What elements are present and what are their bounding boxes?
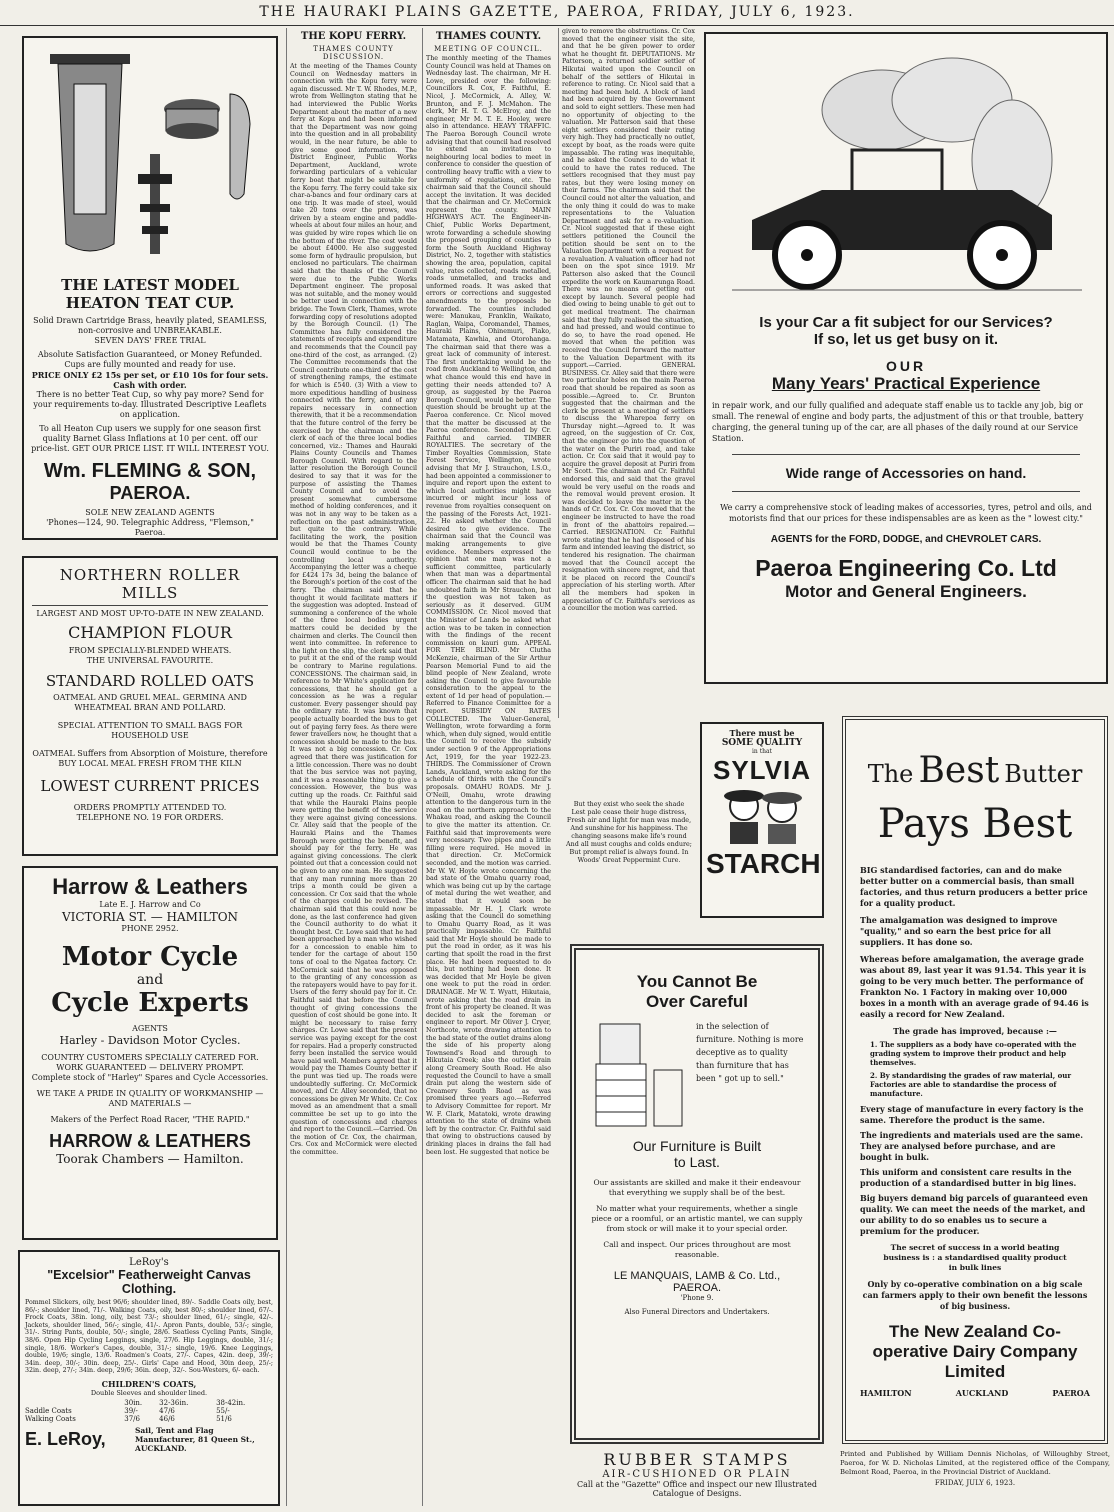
thames-county-article (422, 28, 554, 1506)
furn-side: in the selection of furniture. Nothing is more deceptive as to quality than furniture that has been " got up to sell." (696, 1022, 804, 1083)
leroy-r2c: 51/6 (216, 1414, 232, 1423)
furniture-ad (570, 944, 824, 1444)
leroy-addr: Sail, Tent and Flag Manufacturer, 81 Queen St., AUCKLAND. (135, 1425, 255, 1453)
sylvia-l2: SOME QUALITY (721, 738, 803, 748)
butter-t1: The (867, 760, 914, 788)
eng-wide: Wide range of Accessories on hand. (785, 465, 1027, 481)
imprint-body: Printed and Published by William Dennis Nicholas, of Willoughby Street, Paeroa, for W. D. Nicholas Limited, at the registered office of the Company, Belmont Road, Paeroa, in the Provincial District of Auckland. (840, 1450, 1110, 1476)
leroy-h3: 38-42in. (216, 1398, 246, 1407)
engineering-ad (704, 32, 1108, 684)
eng-p1: in repair work, and our fully qualified and adequate staff enable us to tackle any job, big or small. The renewal of engine and body parts, the adjustment of this or that trouble, battery charging, the general tuning up of the car, are all phases of the daily round at our Service Station. (712, 401, 1084, 443)
stamps-t1: RUBBER STAMPS (603, 1450, 791, 1469)
county-title: THAMES COUNTY. (435, 31, 542, 42)
sylvia-l3: in that (752, 748, 772, 755)
mills-l11: TELEPHONE NO. 19 FOR ORDERS. (76, 813, 224, 822)
furn-p2: No matter what your requirements, whether a single piece or a roomful, or an artistic mantel, we can supply from stock or will make it to your special order. (591, 1204, 803, 1233)
leroy-h2: 32-36in. (159, 1398, 189, 1407)
leroy-r2: Walking Coats (25, 1414, 76, 1423)
imprint (840, 1450, 1110, 1508)
leroy-body: Pommel Slickers, oily, best 96/6; shoulder lined, 89/-. Saddle Coats oily, best, 86/-; shoulder lined, 71/-. Walking Coats, oily, best 80/-; shoulder lined, 67/-. Frock Coats, 38in. long, oily, best 73/-; shoulder lined, 61/-; single, 42/-. Jackets, shoulder lined, 56/-; single, 41/-. Apron Pants, double, 53/-; single, 31/-. String Pants, double, 50/-; single, 28/6. Seatless Cycling Pants, Single, 38/6. Open Hip Cycling Leggings, single, 27/6. Hip Leggings, double, 31/-; single, 18/6. Worker's Capes, double, 31/-; single, 19/6. Knee Leggings, double, 19/6; single, 13/6. Roadmen's Coats, 27/-. Capes, 42in. deep, 39/-; 34in. deep, 30/-; 30in. deep, 25/-. Girls' Cape and Hood, 30in deep, 25/-; 32in. deep, 27/-; 34in. deep, 29/6; 36in. deep, 32/-. Sou-Westers, 6/- each. (25, 1299, 273, 1375)
eng-our: OUR (885, 358, 927, 374)
butter-p9: The secret of success in a world beating business is : a standardised quality product in bulk lines (883, 1243, 1067, 1272)
teat-cup-illustration (30, 44, 270, 264)
butter-p3: Whereas before amalgamation, the average grade was about 89, last year it was 91.54. This year it is going to be very much better. The performance of Frankton No. 1 Factory in making over 10,000 boxes in a month with an average grade of 94.46 is easily a record for New Zealand. (860, 954, 1089, 1019)
ferry-body: At the meeting of the Thames County Council on Wednesday matters in connection with the Kopu ferry were again discussed. Mr T. W. Rhodes, M.P., wrote from Wellington stating that he had interviewed the Public Works Department about the matter of a new ferry at Kopu and had been informed that the Department was now going into the question and in all probability would, in the near future, be able to give some good information. The District Engineer, Public Works Department, Auckland, wrote forwarding particulars of a vehicular ferry boat that might be suitable for the Kopu ferry. The ferry could take six char-a-bancs and four ordinary cars at one trip. It was made of steel, would take 20 tons over the prows, was driven by a steam engine and paddle-wheels at about four miles an hour, and was guided by wire ropes which lie on the bottom of the river. The cost would be about £4000. He also suggested some form of hydraulic propulsion, but enclosed no particulars. The chairman said that the thanks of the Council were due to the Public Works Department engineer. The proposal was not suitable, and the money would be better used in connection with the bridge. The Town Clerk, Thames, wrote forwarding copy of resolutions adopted by the Borough Council. (1) The Committee has fully considered the statements of receipts and expenditure and recommends that the Council pay one-third of the cost, as arranged. (2) The Committee recommends that the Council contribute one-third of the cost of strengthening ramps, the estimate for which is £540. (3) With a view to more expeditious handling of business connected with the ferry, and of any repairs necessary in connection therewith, that it be a recommendation that the future control of the ferry be exercised by the chairman and the clerk of each of the three local bodies concerned, viz.: Thames and Hauraki Plains County Councils and Thames Borough Council. With regard to the latter resolution the Borough Council desired to say that it was for the purpose of assisting the Thames County Council and to avoid the present somewhat cumbersome method of holding conferences, and it was not in any way to be taken as a reflection on the past administration, but quite to the contrary. While facilitating the work, the position would be that the Thames County Council would continue to be the controlling local authority. Accompanying the letter was a cheque for £424 17s 3d, being the balance of the Borough's portion of the cost of the ferry. The chairman said that he thought it would facilitate matters if the suggestion was adopted. Instead of summoning a conference of the whole of the three local bodies urgent matters could be decided by the chairmen and clerks. The Council then went into committee. In reference to the light on the slip, the clerk said that to put it at the end of the ramp would be contrary to Marine regulations. CONCESSIONS. The chairman said, in reference to Mr White's application for concessions, that he should get a concession as he was a regular customer. Every passenger should pay the ordinary rate. It was known that people actually boarded the bus to get out of paying ferry fees. As there were fewer travellers now, he thought that a concession should be made to the bus. It was not a big concession. Cr. Cox agreed that there was justification for a little concession. There was no doubt that the bus service was not paying, and it was a reasonable thing to give a concession. However, the bus was cutting up the roads. Cr. Faithful said that while the Hauraki Plains people were getting the benefit of the service they were against giving concessions. Cr. Alley said that the people of the Hauraki Plains and the Thames Borough were getting the benefit, and should pay for the ferry. He was against giving concessions. The clerk pointed out that a concession could not be given to any one man. He suggested that any man running more than 20 trips a month could be given a concession. Cr Cox said that the whole of the charges could be revised. The chairman said that this could now be done, as the last conference had given the Council authority to do what it thought best. Cr. Lowe said that he had been approached by a man who wished for a concession to enable him to tender for the cartage of about 150 tons of coal to the Ngatea factory. Cr. McCormick said that he was opposed to the granting of any concession as the ratepayers would have to pay for it. Users of the ferry should pay for it. Cr. Faithful said that before the Council thought of giving concessions the question of cost should be gone into. It might be necessary to raise ferry charges. Cr. Lowe said that the present service was paying except for the cost for repairs. Had a properly constructed ferry been installed the service would have paid well. Members agreed that it would pay the Thames County better if the punt was tied up. The roads were undoubtedly suffering. Cr. McCormick moved, and Cr. Alley seconded, that no concessions be given Mr White. Cr. Cox moved as an amendment that a small committee be set up to go into the question of concessions and charges and report to the Council.—Carried. On the motion of Cr. Cox, the chairman, Crs. Cox and McCormick were elected the committee. (290, 63, 417, 1156)
eng-sub: Motor and General Engineers. (785, 582, 1027, 601)
leroy-h1: 30in. (124, 1398, 143, 1407)
peppermint-verse-text: But they exist who seek the shade Lest pale cease their huge distress, Fresh air and light for man was made, And sunshine for his happiness. The changing seasons make life's round And all must coughs and colds endure; But prompt relief is always found. In Woods' Great Peppermint Cure. (566, 800, 692, 864)
eng-tagline2: If so, let us get busy on it. (813, 331, 999, 348)
eng-tagline1: Is your Car a fit subject for our Services? (759, 314, 1053, 331)
harrow-big2: Cycle Experts (51, 988, 249, 1018)
butter-c2: AUCKLAND (955, 1388, 1009, 1398)
furn-und: Also Funeral Directors and Undertakers. (624, 1308, 770, 1316)
heaton-ad (22, 36, 278, 540)
mills-l3: FROM SPECIALLY-BLENDED WHEATS. (68, 646, 232, 655)
sylvia-l5: STARCH (706, 848, 821, 879)
heaton-title: THE LATEST MODEL HEATON TEAT CUP. (61, 276, 239, 312)
heaton-phones: 'Phones—124, 90. Telegraphic Address, "Flemson," Paeroa. (46, 518, 254, 537)
dresser-illustration (590, 1020, 690, 1130)
eng-exp: Many Years' Practical Experience (771, 374, 1041, 393)
eng-p2: We carry a comprehensive stock of leading makes of accessories, tyres, petrol and oils, and motorists find that our prices for these indispensables are as keen as the " lowest city." (720, 503, 1092, 523)
butter-ad (842, 716, 1108, 1444)
harrow-phone: PHONE 2952. (121, 924, 179, 933)
furn-built: Our Furniture is Built (632, 1138, 762, 1154)
county-body: The monthly meeting of the Thames County Council was held at Thames on Wednesday last. The chairman, Mr H. Lowe, presided over the following: Councillors R. Cox, F. Faithful, E. Nicol, J. McCormick, A. Alley, W. Brunton, and F. J. McMahon. The clerk, Mr H. T. G. McElroy, and the engineer, Mr M. T. E. Hooley, were also in attendance. HEAVY TRAFFIC. The Paeroa Borough Council wrote advising that that council had resolved to extend an invitation to neighbouring local bodies to meet in conference to consider the question of controlling heavy traffic with a view to uniformity of regulations, etc. The chairman said that the Council should accept the invitation. It was decided that the chairman and Cr. McCormick represent the county. MAIN HIGHWAYS ACT. The Engineer-in-Chief, Public Works Department, wrote forwarding a schedule showing the proposed grouping of counties to form the South Auckland Highway District, No. 2, together with statistics showing the area, population, capital value, rates collected, roads metalled, roads unmetalled, and tracks and unformed roads. It was asked that errors or corrections and suggested amendments to the proposals be forwarded. The counties included were: Manukau, Franklin, Waikato, Raglan, Waipa, Coromandel, Thames, Hauraki Plains, Ohinemuri, Piako, Matamata, Kawhia, and Otorohanga. The chairman said that there was a great lack of community of interest. The first undertaking would be the road from Auckland to Wellington, and what chance would this end have in getting their needs attended to? A group, as suggested by the Paeroa Borough Council, would be better. The question should be brought up at the Paeroa conference. Cr. Nicol moved that the matter be discussed at the Paeroa conference. Seconded by Cr. Faithful and carried. TIMBER ROYALTIES. The secretary of the Timber Royalties Commission, State Forest Service, Wellington, wrote advising that Mr J. Strauchon, I.S.O., had been appointed a commissioner to inquire and report upon the extent to which local authorities might have incurred or might incur loss of revenue from royalties consequent on the passing of the Forests Act, 1921-22. He asked whether the Council desired to give evidence. The chairman said that the Council was making arrangements to give evidence. Members expressed the opinion that one man was not a sufficient committee, particularly when that man was a departmental officer. The chairman said that he had undoubted faith in Mr Strauchon, but the question was not taken as seriously as it deserved. GUM COMMISSION. Cr. Nicol moved that the Minister of Lands be asked what action was to be taken in connection with the findings of the recent commission on kauri gum. APPEAL FOR THE BLIND. Mr Clutha McKenzie, chairman of the Sir Arthur Pearson Memorial Fund to aid the blind people of New Zealand, wrote asking the Council to give favourable consideration to the appeal to the extent of 1d per head of population.—Referred to Finance Committee for a report. SUBSIDY ON RATES COLLECTED. The Valuer-General, Wellington, wrote forwarding a form which, when duly signed, would entitle the Council to receive the subsidy under section 9 of the Appropriations Act, 1919, for the year 1922-23. THIRDS. The Commissioner of Crown Lands, Auckland, wrote asking for the schedule of thirds with the Council's proposals. OMAHU ROADS. Mr J. O'Neill, Omahu, wrote drawing attention to the dangerous turn in the road on the northern approach to the Whakau road, and asking the Council to give the matter its attention. Cr. Faithful said that improvements were very necessary. Two pipes and a little filling were required. He moved in that direction. Cr. McCormick seconded, and the motion was carried. Mr W. W. Hoyle wrote concerning the bad state of the Omahu quarry road, which was being cut up by the cartage of metal during the wet weather, and stated that it would soon be impassable. Mr H. J. Clark wrote asking that the Council do something to Omahu Quarry Road, as it was practically impassable. Cr. Faithful said that Mr Hoyle should be made to put the road in order, as it was his carting that spoilt the road in the first place. He had been requested to do this, but nothing had been done. It was decided that Mr Hoyle be given one week to put the road in order. DRAINAGE. Mr W. T. Wyatt, Hikutaia, wrote asking that the road drain in front of his property be cleaned. It was decided to ask the foreman or engineer to report. Mr Oliver J. Cryer, Northcote, wrote drawing attention to the bad state of the outlet drains along the side of his property along Townsend's Road and through to Hikutaia Creek; also the outlet drain along Creamery South Road. He also requested the Council to have a small drain put along the western side of Creamery South Road as was promised three years ago.—Referred to Advisory Committee for report. Mr W. F. Clark, Matatoki, wrote drawing attention to the state of drains when left by the contractor. Cr. Faithful said that owing to obstructions caused by drinking places in drains the fall had been lost. He suggested that notice be (426, 55, 551, 1156)
leroy-r1c: 55/- (216, 1406, 230, 1415)
harrow-street: VICTORIA ST. — HAMILTON (61, 910, 239, 924)
butter-t2: Best (918, 750, 1000, 791)
rubber-stamps-ad (570, 1450, 824, 1506)
stamps-t2: AIR-CUSHIONED OR PLAIN (602, 1469, 792, 1480)
leroy-r2b: 46/6 (159, 1414, 175, 1423)
heaton-line5: There is no better Teat Cup, so why pay more? Send for your requirements to-day. Illustrated Descriptive Leaflets on application. (33, 390, 267, 419)
harrow-title: Harrow & Leathers (52, 874, 248, 899)
mills-l1: LARGEST AND MOST UP-TO-DATE IN NEW ZEALAND. (36, 609, 264, 618)
butter-p10: Only by co-operative combination on a big scale can farmers apply to their own benefit the lessons of big business. (862, 1279, 1088, 1311)
leroy-r1a: 39/- (124, 1406, 138, 1415)
mills-l8: OATMEAL Suffers from Absorption of Moisture, therefore BUY LOCAL MEAL FRESH FROM THE KILN (32, 749, 268, 768)
furn-town: PAEROA. (672, 1282, 722, 1294)
mills-l4: THE UNIVERSAL FAVOURITE. (86, 656, 214, 665)
ferry-sub: THAMES COUNTY DISCUSSION. (313, 45, 394, 61)
harrow-hd: Harley - Davidson Motor Cycles. (59, 1034, 241, 1047)
furn-last: to Last. (674, 1154, 720, 1170)
butter-name: The New Zealand Co-operative Dairy Company Limited (872, 1322, 1078, 1381)
imprint-date: FRIDAY, JULY 6, 1923. (934, 1479, 1016, 1487)
harrow-l4: Makers of the Perfect Road Racer, "THE RAPID." (50, 1115, 250, 1124)
eng-agents: AGENTS for the FORD, DODGE, and CHEVROLET CARS. (770, 534, 1042, 545)
sylvia-l4: SYLVIA (713, 755, 811, 785)
leroy-top: LeRoy's (129, 1257, 169, 1268)
butter-t3: Butter (1004, 760, 1083, 788)
harrow-late: Late E. J. Harrow and Co (99, 900, 201, 909)
leroy-r1b: 47/6 (159, 1406, 175, 1415)
harrow-and: and (136, 972, 164, 988)
heaton-agents: SOLE NEW ZEALAND AGENTS (85, 508, 215, 517)
heaton-line1: Solid Drawn Cartridge Brass, heavily plated, SEAMLESS, non-corrosive and UNBREAKABLE. (33, 316, 267, 335)
leroy-children: CHILDREN'S COATS, (101, 1378, 197, 1389)
butter-p8: Big buyers demand big parcels of guaranteed even quality. We can meet the needs of the market, and our ability to do so enables us to secure a premium for the producer. (860, 1193, 1088, 1236)
butter-i2: 2. By standardising the grades of raw material, our Factories are able to standardise the process of manufacture. (870, 1071, 1072, 1098)
leroy-name: E. LeRoy, (25, 1428, 106, 1449)
heaton-line2: SEVEN DAYS' FREE TRIAL (94, 336, 206, 345)
furn-p1: Our assistants are skilled and make it their endeavour that everything we supply shall be of the best. (593, 1178, 801, 1197)
harrow-agents: AGENTS (132, 1024, 168, 1033)
leroy-ad (18, 1250, 280, 1506)
cont-body: given to remove the obstructions. Cr. Cox moved that the engineer visit the site, and that he be given power to order what he thought fit. DEPUTATIONS. Mr Patterson, a returned soldier settler of Hikutai waited upon the Council on behalf of the settlers of Hikutai in reference to rating. Cr. Nicol said that a meeting had been held. A block of land had been acquired by the Government and sold to eight settlers. These men had no opportunity of objecting to the valuation. Mr Patterson said that these eight settlers considered their rating very high. They had practically no outlet, except by boat, as the roads were quite impassable. The rating was inequitable, and he asked the Council to do what it could to have the rates reduced. The settlers recognised that they must pay rates, but they were losing money on their farms. The chairman said that the Council could not alter the valuation, and the only thing it could do was to make representations to the Valuation Department and ask for a re-valuation. Cr. Nicol suggested that if these eight settlers petitioned the Council the petition should be sent on to the Valuation Department with a request for a revaluation. A valuation officer had not been on the spot since 1919. Mr Patterson also asked that the Council expedite the work on Kaumarunga Road. There was no means of getting out except by launch. Several people had died owing to being unable to get out to get medical treatment. The chairman said that they fully realised the situation, and had pressed, and would continue to do so, to have the road opened. He moved that when the petition was received the Council forward the matter to the Valuation Department with its support.—Carried. GENERAL BUSINESS. Cr. Alley said that there were two particular holes on the main Paeroa road that should be repaired as soon as possible.—Agreed to. Cr. Brunton suggested that the chairman and the clerk be present at a meeting of settlers to discuss the Wharepoa ferry on Thursday night.—Agreed to. It was agreed, on the suggestion of Cr. Cox, that the engineer go into the question of the water on the Puriri road, and take action. Cr. Cox said that it would pay to acquire the gravel deposit at Puriri from Mr Scott. The chairman and Cr. Faithful endorsed this, and said that the gravel would be very useful on the roads and the removal would prevent erosion. It was decided to leave the matter in the hands of Cr. Cox. Cr. Cox moved that the engineer be instructed to have the road in front of the abattoirs repaired.—Carried. RESIGNATION. Cr. Faithful wrote stating that he had disposed of his farm and intended leaving the district, so tendered his resignation. The chairman moved that the Council accept the resignation with sincere regret, and that it be placed on record the Council's appreciation of his sterling worth. After all the members had spoken in appreciation of Cr. Faithful's services as a councillor the motion was carried. (562, 28, 695, 613)
leroy-title: "Excelsior" Featherweight Canvas Clothing. (47, 1268, 251, 1296)
leroy-children2: Double Sleeves and shoulder lined. (90, 1388, 208, 1397)
harrow-name: HARROW & LEATHERS (49, 1131, 251, 1151)
car-illustration (712, 40, 1100, 310)
leroy-r1: Saddle Coats (25, 1406, 72, 1415)
butter-t4: Pays Best (877, 801, 1073, 847)
harrow-l2: Complete stock of "Harley" Spares and Cycle Accessories. (31, 1073, 269, 1082)
mills-l6: OATMEAL AND GRUEL MEAL. GERMINA AND WHEATMEAL BRAN AND POLLARD. (53, 693, 247, 712)
harrow-big1: Motor Cycle (61, 942, 239, 972)
furn-p3: Call and inspect. Our prices throughout are most reasonable. (603, 1240, 791, 1259)
furn-phone: 'Phone 9. (680, 1294, 714, 1302)
eng-name: Paeroa Engineering Co. Ltd (755, 555, 1057, 581)
mills-l5: STANDARD ROLLED OATS (45, 672, 255, 690)
leroy-r2a: 37/6 (124, 1414, 140, 1423)
children-illustration (706, 786, 818, 844)
butter-p4: The grade has improved, because :— (893, 1026, 1057, 1036)
sylvia-l1: There must be (729, 728, 795, 738)
kopu-ferry-article (286, 28, 420, 1506)
mills-l10: ORDERS PROMPTLY ATTENDED TO. (73, 803, 227, 812)
butter-i1: 1. The suppliers as a body have co-operated with the grading system to improve their product and help themselves. (870, 1040, 1077, 1067)
heaton-line6: To all Heaton Cup users we supply for one season first quality Barnet Glass Inflations at 10 per cent. off our price-list. GET OUR PRICE LIST. IT WILL INTEREST YOU. (31, 424, 269, 453)
stamps-t3: Call at the "Gazette" Office and inspect our new Illustrated Catalogue of Designs. (577, 1480, 817, 1498)
county-sub: MEETING OF COUNCIL. (434, 45, 543, 53)
heaton-line3: Absolute Satisfaction Guaranteed, or Money Refunded. Cups are fully mounted and ready for use. (37, 350, 263, 369)
butter-p1: BIG standardised factories, can and do make better butter on a commercial basis, than small factories, and thus return producers a better price for a quality product. (860, 865, 1088, 908)
mills-l7: SPECIAL ATTENTION TO SMALL BAGS FOR HOUSEHOLD USE (57, 721, 243, 740)
butter-c1: HAMILTON (860, 1388, 912, 1398)
mills-title: NORTHERN ROLLER MILLS (59, 566, 241, 602)
mills-l2: CHAMPION FLOUR (68, 623, 232, 642)
sylvia-starch-ad (700, 722, 824, 918)
leroy-price-table (25, 1399, 273, 1423)
butter-p2: The amalgamation was designed to improve "quality," and so earn the best price for all suppliers. It has done so. (860, 915, 1058, 947)
furn-t2: Over Careful (645, 992, 749, 1011)
county-continued (558, 28, 698, 718)
ferry-title: THE KOPU FERRY. (300, 31, 407, 42)
heaton-town: PAEROA. (109, 483, 191, 503)
harrow-l3: WE TAKE A PRIDE IN QUALITY OF WORKMANSHIP — AND MATERIALS — (36, 1089, 264, 1108)
mills-l9: LOWEST CURRENT PRICES (40, 777, 260, 795)
heaton-firm: Wm. FLEMING & SON, (43, 460, 257, 482)
masthead: THE HAURAKI PLAINS GAZETTE, PAEROA, FRIDAY, JULY 6, 1923. (0, 0, 1114, 26)
mills-ad (22, 556, 278, 856)
harrow-l1: COUNTRY CUSTOMERS SPECIALLY CATERED FOR. WORK GUARANTEED — DELIVERY PROMPT. (41, 1053, 259, 1072)
butter-p5: Every stage of manufacture in every factory is the same. Therefore the product is the same. (860, 1104, 1084, 1125)
butter-p7: This uniform and consistent care results in the production of a standardised butter in big lines. (860, 1167, 1077, 1188)
harrow-addr: Toorak Chambers — Hamilton. (56, 1152, 244, 1166)
furn-name: LE MANQUAIS, LAMB & Co. Ltd., (613, 1270, 781, 1282)
butter-p6: The ingredients and materials used are the same. They are analysed before purchase, and are bought in bulk. (860, 1130, 1083, 1162)
butter-c3: PAEROA (1052, 1388, 1090, 1398)
harrow-ad (22, 866, 278, 1240)
furn-t1: You Cannot Be (636, 972, 758, 991)
heaton-line4: PRICE ONLY £2 15s per set, or £10 10s for four sets. Cash with order. (31, 370, 269, 390)
